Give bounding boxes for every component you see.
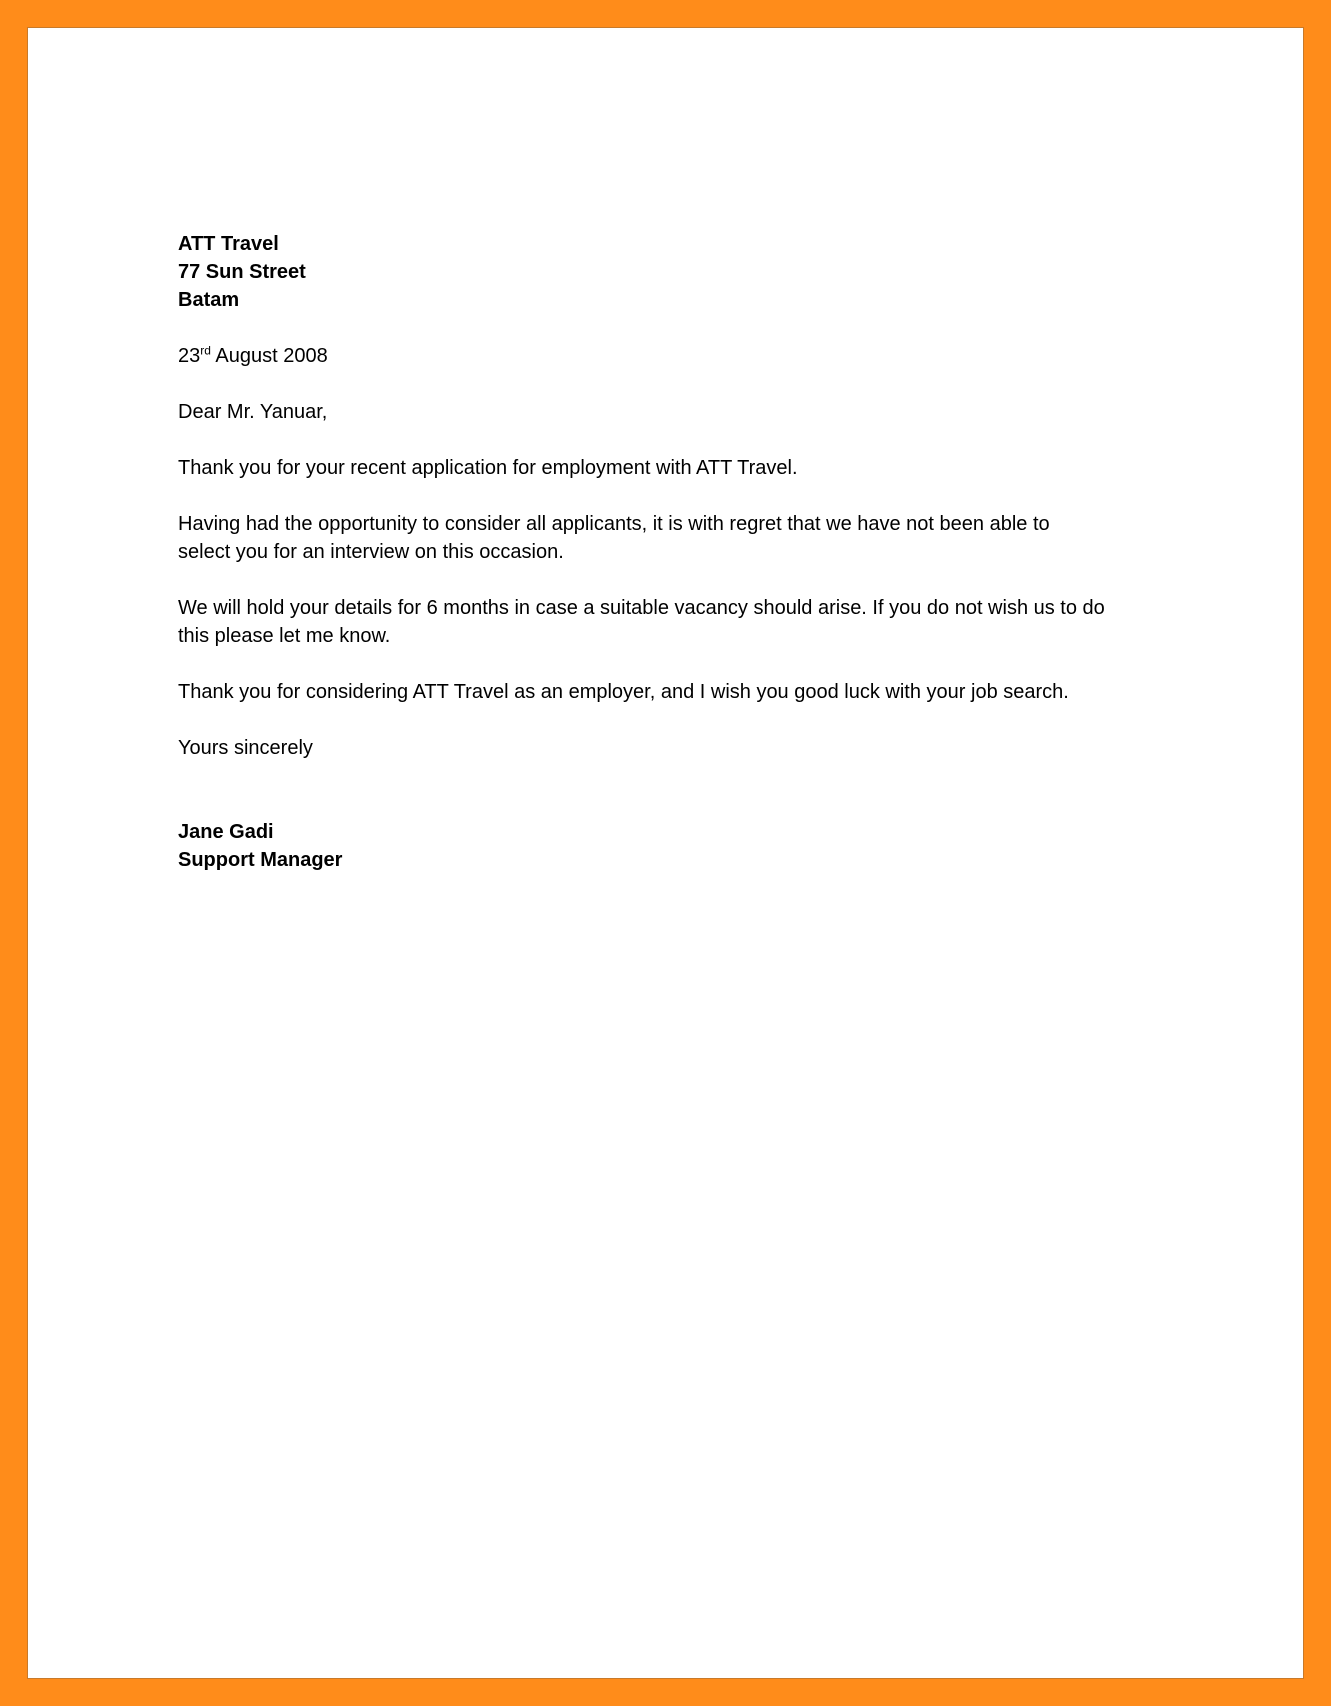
paragraph-3 — [178, 594, 1178, 650]
paragraph-3-line-2: this please let me know. — [178, 625, 391, 647]
letter-page — [27, 27, 1304, 1679]
salutation: Dear Mr. Yanuar, — [178, 401, 328, 423]
letter-date — [178, 342, 1178, 370]
signature-title: Support Manager — [178, 849, 343, 871]
sender-street: 77 Sun Street — [178, 261, 306, 283]
signature-block — [178, 818, 1178, 874]
paragraph-3-line-1: We will hold your details for 6 months in case a suitable vacancy should arise. If you do not wish us to do — [178, 597, 1105, 619]
letter-body — [178, 230, 1178, 874]
date-month-year: August 2008 — [215, 345, 328, 367]
closing: Yours sincerely — [178, 737, 313, 759]
date-suffix: rd — [200, 343, 211, 358]
paragraph-4: Thank you for considering ATT Travel as an employer, and I wish you good luck with your job search. — [178, 681, 1069, 703]
sender-company: ATT Travel — [178, 233, 279, 255]
signature-name: Jane Gadi — [178, 821, 274, 843]
date-day: 23 — [178, 345, 201, 367]
paragraph-2 — [178, 510, 1178, 566]
paragraph-1: Thank you for your recent application for employment with ATT Travel. — [178, 457, 798, 479]
paragraph-2-line-1: Having had the opportunity to consider all applicants, it is with regret that we have not been able to — [178, 513, 1050, 535]
sender-city: Batam — [178, 289, 240, 311]
sender-address — [178, 230, 1178, 314]
paragraph-2-line-2: select you for an interview on this occasion. — [178, 541, 564, 563]
